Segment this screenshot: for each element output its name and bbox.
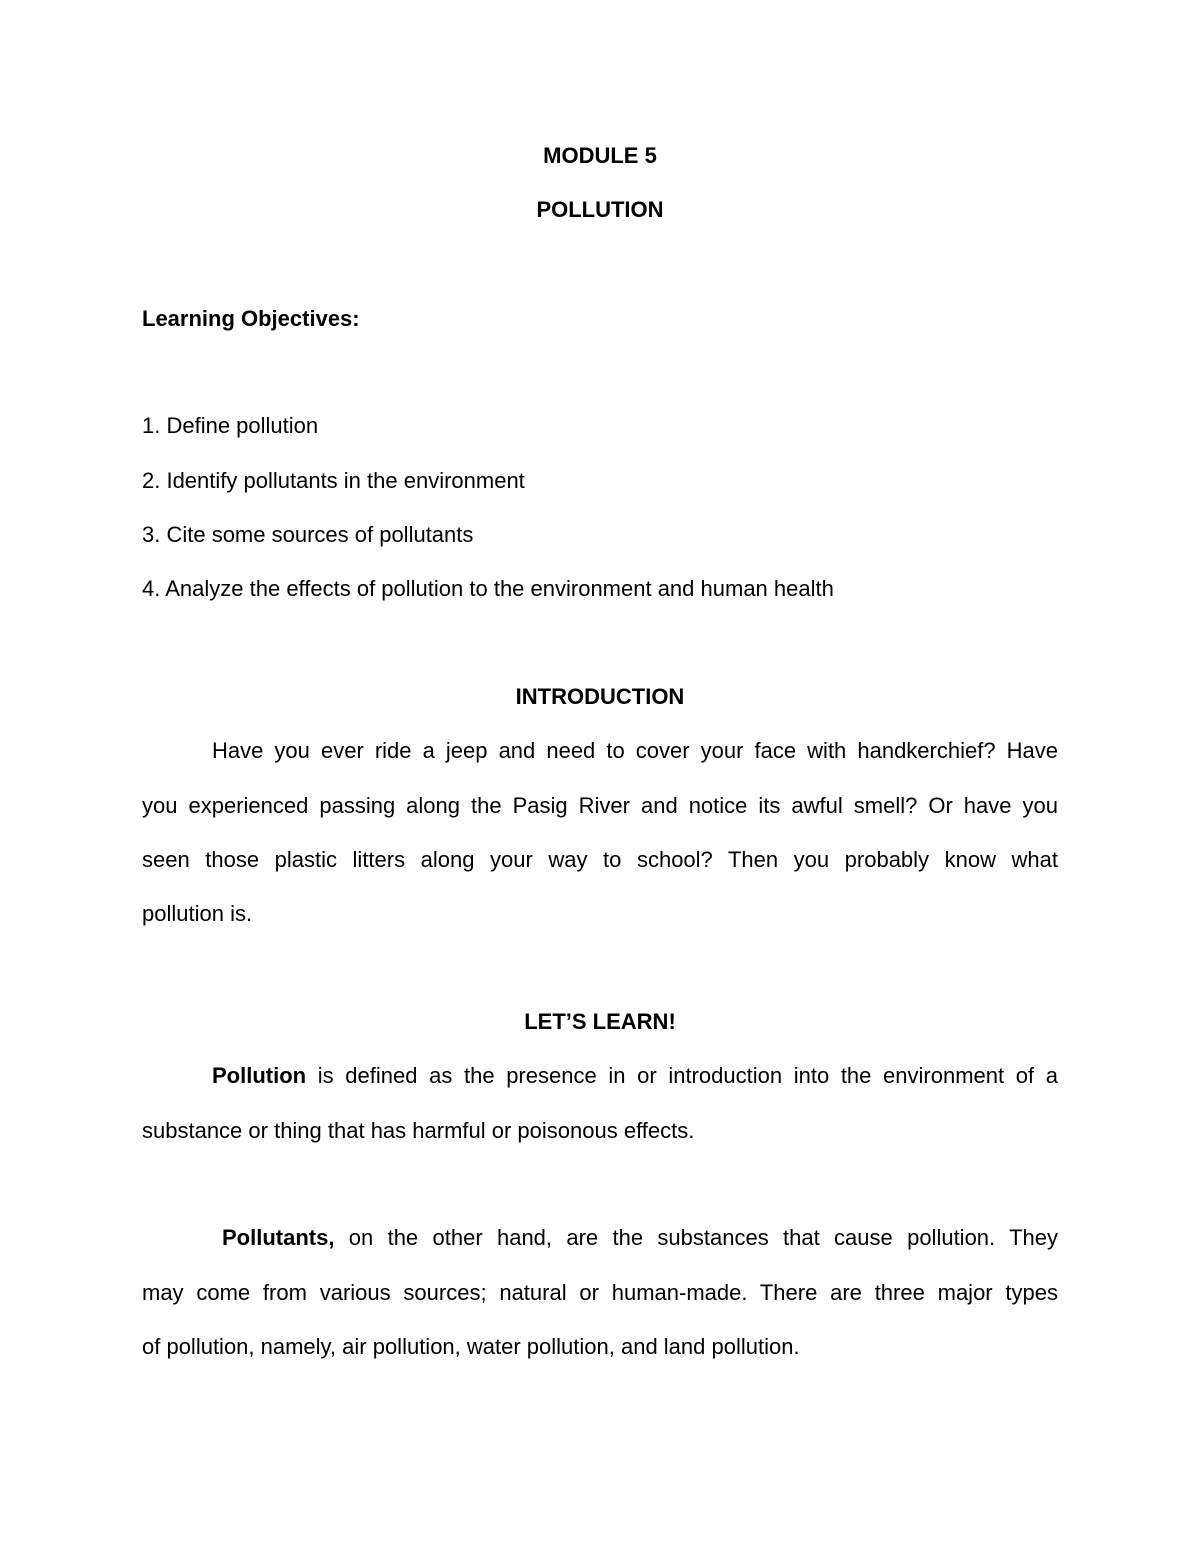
pollutants-definition-line: of pollution, namely, air pollution, water pollution, and land pollution.	[142, 1334, 800, 1359]
pollutants-definition-text: on the other hand, are the substances that cause pollution. They	[334, 1225, 1058, 1250]
introduction-line: seen those plastic litters along your way to school? Then you probably know what	[142, 847, 1058, 872]
objective-item: 3. Cite some sources of pollutants	[142, 522, 474, 547]
introduction-line: Have you ever ride a jeep and need to cover your face with handkerchief? Have	[212, 738, 1058, 763]
lets-learn-heading: LET’S LEARN!	[524, 1009, 676, 1034]
objectives-heading: Learning Objectives:	[142, 306, 360, 331]
pollution-definition-line: substance or thing that has harmful or poisonous effects.	[142, 1118, 695, 1143]
objective-item: 2. Identify pollutants in the environment	[142, 468, 525, 493]
pollutants-term: Pollutants,	[222, 1225, 335, 1250]
pollution-definition-line	[142, 1063, 1058, 1089]
objective-item: 1. Define pollution	[142, 413, 319, 438]
introduction-line: you experienced passing along the Pasig River and notice its awful smell? Or have you	[142, 793, 1058, 818]
pollution-term: Pollution	[212, 1063, 307, 1088]
introduction-line: pollution is.	[142, 901, 253, 926]
pollutants-definition-line: may come from various sources; natural or human-made. There are three major types	[142, 1280, 1058, 1305]
objective-item: 4. Analyze the effects of pollution to the environment and human health	[142, 576, 834, 601]
module-title: MODULE 5	[543, 143, 657, 168]
introduction-heading: INTRODUCTION	[515, 684, 685, 709]
pollutants-definition-line	[142, 1225, 1058, 1251]
module-subtitle: POLLUTION	[536, 197, 664, 222]
pollution-definition-text: is defined as the presence in or introduction into the environment of a	[306, 1063, 1058, 1088]
